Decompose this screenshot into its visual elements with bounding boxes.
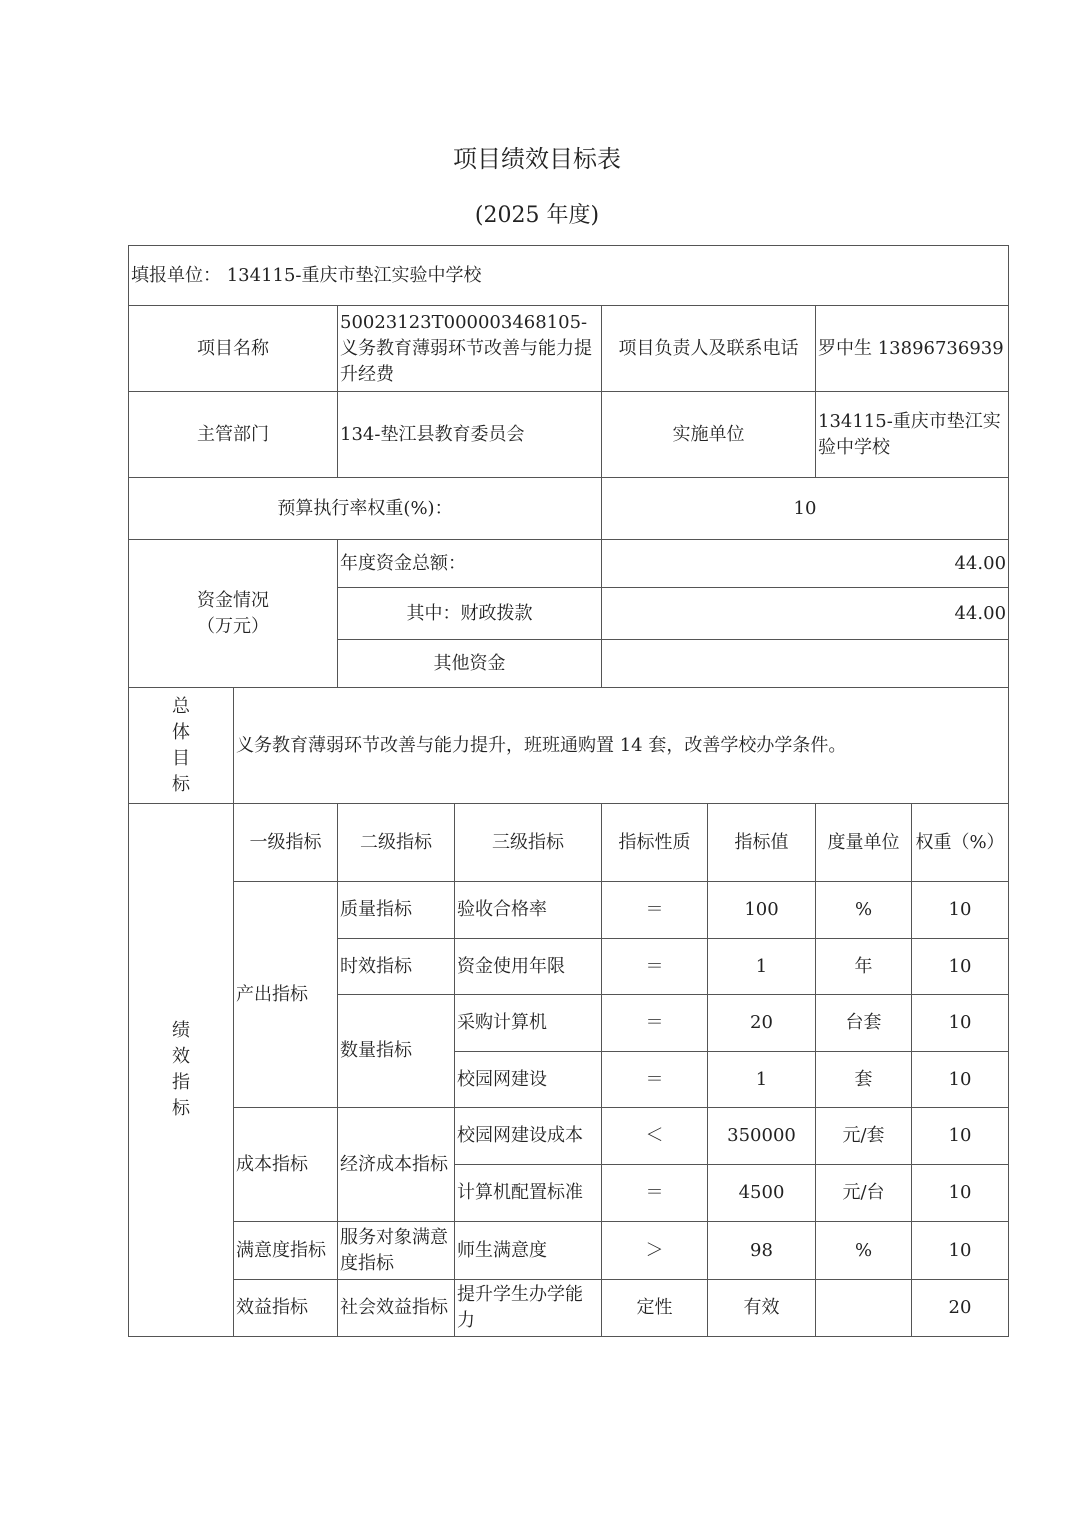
indicator-unit: 元/台: [816, 1165, 912, 1222]
page-subtitle: (2025 年度): [474, 203, 600, 228]
indicator-value: 350000: [708, 1108, 816, 1165]
indicator-nature: ＝: [602, 995, 708, 1052]
group-satisfaction: 满意度指标: [234, 1222, 338, 1280]
goal-label-char: 目: [172, 747, 190, 769]
header-cell: 度量单位: [816, 804, 912, 882]
dept-row: [129, 392, 1009, 478]
dept-label: 主管部门: [129, 392, 338, 478]
impl-label: 实施单位: [602, 392, 816, 478]
subgroup-timeliness: 时效指标: [338, 939, 455, 995]
header-cell: 一级指标: [234, 804, 338, 882]
perf-label-char: 绩: [172, 1020, 190, 1041]
dept-value: 134-垫江县教育委员会: [338, 392, 602, 478]
performance-goal-table: [128, 245, 1009, 1337]
perf-label: [129, 804, 234, 1337]
subgroup-economic-cost: 经济成本指标: [338, 1108, 455, 1222]
table-row: [129, 1222, 1009, 1280]
indicator-name: 计算机配置标准: [455, 1165, 602, 1222]
budget-weight-label: 预算执行率权重(%)：: [129, 478, 602, 540]
indicator-name: 提升学生办学能力: [455, 1280, 602, 1337]
header-cell: 指标性质: [602, 804, 708, 882]
header-cell: 二级指标: [338, 804, 455, 882]
funds-other-value: [602, 640, 1009, 688]
perf-header-row: [129, 804, 1009, 882]
funds-fiscal-label: 其中：财政拨款: [338, 588, 602, 640]
fill-unit: 填报单位： 134115-重庆市垫江实验中学校: [129, 246, 1009, 306]
funds-total-row: [129, 540, 1009, 588]
funds-fiscal-value: 44.00: [602, 588, 1009, 640]
indicator-value: 1: [708, 939, 816, 995]
contact-value: 罗中生 13896736939: [816, 306, 1009, 392]
perf-label-char: 标: [172, 1098, 190, 1119]
group-output: 产出指标: [234, 882, 338, 1108]
indicator-name: 验收合格率: [455, 882, 602, 939]
indicator-weight: 10: [912, 1052, 1009, 1108]
indicator-unit: 年: [816, 939, 912, 995]
funds-unit-text: （万元）: [197, 615, 269, 637]
subgroup-quality: 质量指标: [338, 882, 455, 939]
indicator-weight: 10: [912, 1222, 1009, 1280]
impl-value: 134115-重庆市垫江实验中学校: [816, 392, 1009, 478]
funds-label-text: 资金情况: [197, 589, 269, 611]
indicator-weight: 10: [912, 882, 1009, 939]
indicator-name: 校园网建设: [455, 1052, 602, 1108]
indicator-unit: 台套: [816, 995, 912, 1052]
indicator-value: 4500: [708, 1165, 816, 1222]
indicator-name: 资金使用年限: [455, 939, 602, 995]
budget-weight-value: 10: [602, 478, 1009, 540]
table-row: [129, 882, 1009, 939]
subgroup-service-satisfaction: 服务对象满意度指标: [338, 1222, 455, 1280]
page-title: 项目绩效目标表: [453, 145, 621, 173]
goal-row: [129, 688, 1009, 804]
project-name-label: 项目名称: [129, 306, 338, 392]
funds-label: [129, 540, 338, 688]
contact-label: 项目负责人及联系电话: [602, 306, 816, 392]
header-cell: 指标值: [708, 804, 816, 882]
project-name-row: [129, 306, 1009, 392]
indicator-nature: ＝: [602, 1165, 708, 1222]
budget-weight-row: [129, 478, 1009, 540]
indicator-weight: 10: [912, 1108, 1009, 1165]
indicator-unit: %: [816, 1222, 912, 1280]
indicator-unit: 套: [816, 1052, 912, 1108]
project-name-value: 50023123T000003468105-义务教育薄弱环节改善与能力提升经费: [338, 306, 602, 392]
indicator-weight: 20: [912, 1280, 1009, 1337]
funds-total-value: 44.00: [602, 540, 1009, 588]
perf-label-char: 指: [172, 1072, 190, 1093]
goal-label-char: 标: [172, 773, 190, 795]
indicator-nature: ＞: [602, 1222, 708, 1280]
group-benefit: 效益指标: [234, 1280, 338, 1337]
table-row: [129, 1108, 1009, 1165]
indicator-nature: ＝: [602, 882, 708, 939]
indicator-name: 师生满意度: [455, 1222, 602, 1280]
group-cost: 成本指标: [234, 1108, 338, 1222]
indicator-nature: ＝: [602, 1052, 708, 1108]
indicator-value: 20: [708, 995, 816, 1052]
indicator-name: 校园网建设成本: [455, 1108, 602, 1165]
indicator-name: 采购计算机: [455, 995, 602, 1052]
indicator-nature: ＜: [602, 1108, 708, 1165]
funds-other-label: 其他资金: [338, 640, 602, 688]
header-cell: 权重（%）: [912, 804, 1009, 882]
goal-text: 义务教育薄弱环节改善与能力提升，班班通购置 14 套，改善学校办学条件。: [234, 688, 1009, 804]
indicator-unit: %: [816, 882, 912, 939]
indicator-weight: 10: [912, 939, 1009, 995]
indicator-unit: 元/套: [816, 1108, 912, 1165]
indicator-weight: 10: [912, 995, 1009, 1052]
indicator-value: 98: [708, 1222, 816, 1280]
perf-label-char: 效: [172, 1046, 190, 1067]
indicator-unit: [816, 1280, 912, 1337]
goal-label-char: 总: [172, 695, 190, 717]
table-row: [129, 1280, 1009, 1337]
indicator-nature: 定性: [602, 1280, 708, 1337]
indicator-value: 有效: [708, 1280, 816, 1337]
indicator-value: 100: [708, 882, 816, 939]
goal-label: [129, 688, 234, 804]
indicator-weight: 10: [912, 1165, 1009, 1222]
subgroup-quantity: 数量指标: [338, 995, 455, 1108]
indicator-value: 1: [708, 1052, 816, 1108]
subgroup-social-benefit: 社会效益指标: [338, 1280, 455, 1337]
header-cell: 三级指标: [455, 804, 602, 882]
indicator-nature: ＝: [602, 939, 708, 995]
funds-total-label: 年度资金总额：: [338, 540, 602, 588]
fill-unit-row: [129, 246, 1009, 306]
goal-label-char: 体: [172, 721, 190, 743]
